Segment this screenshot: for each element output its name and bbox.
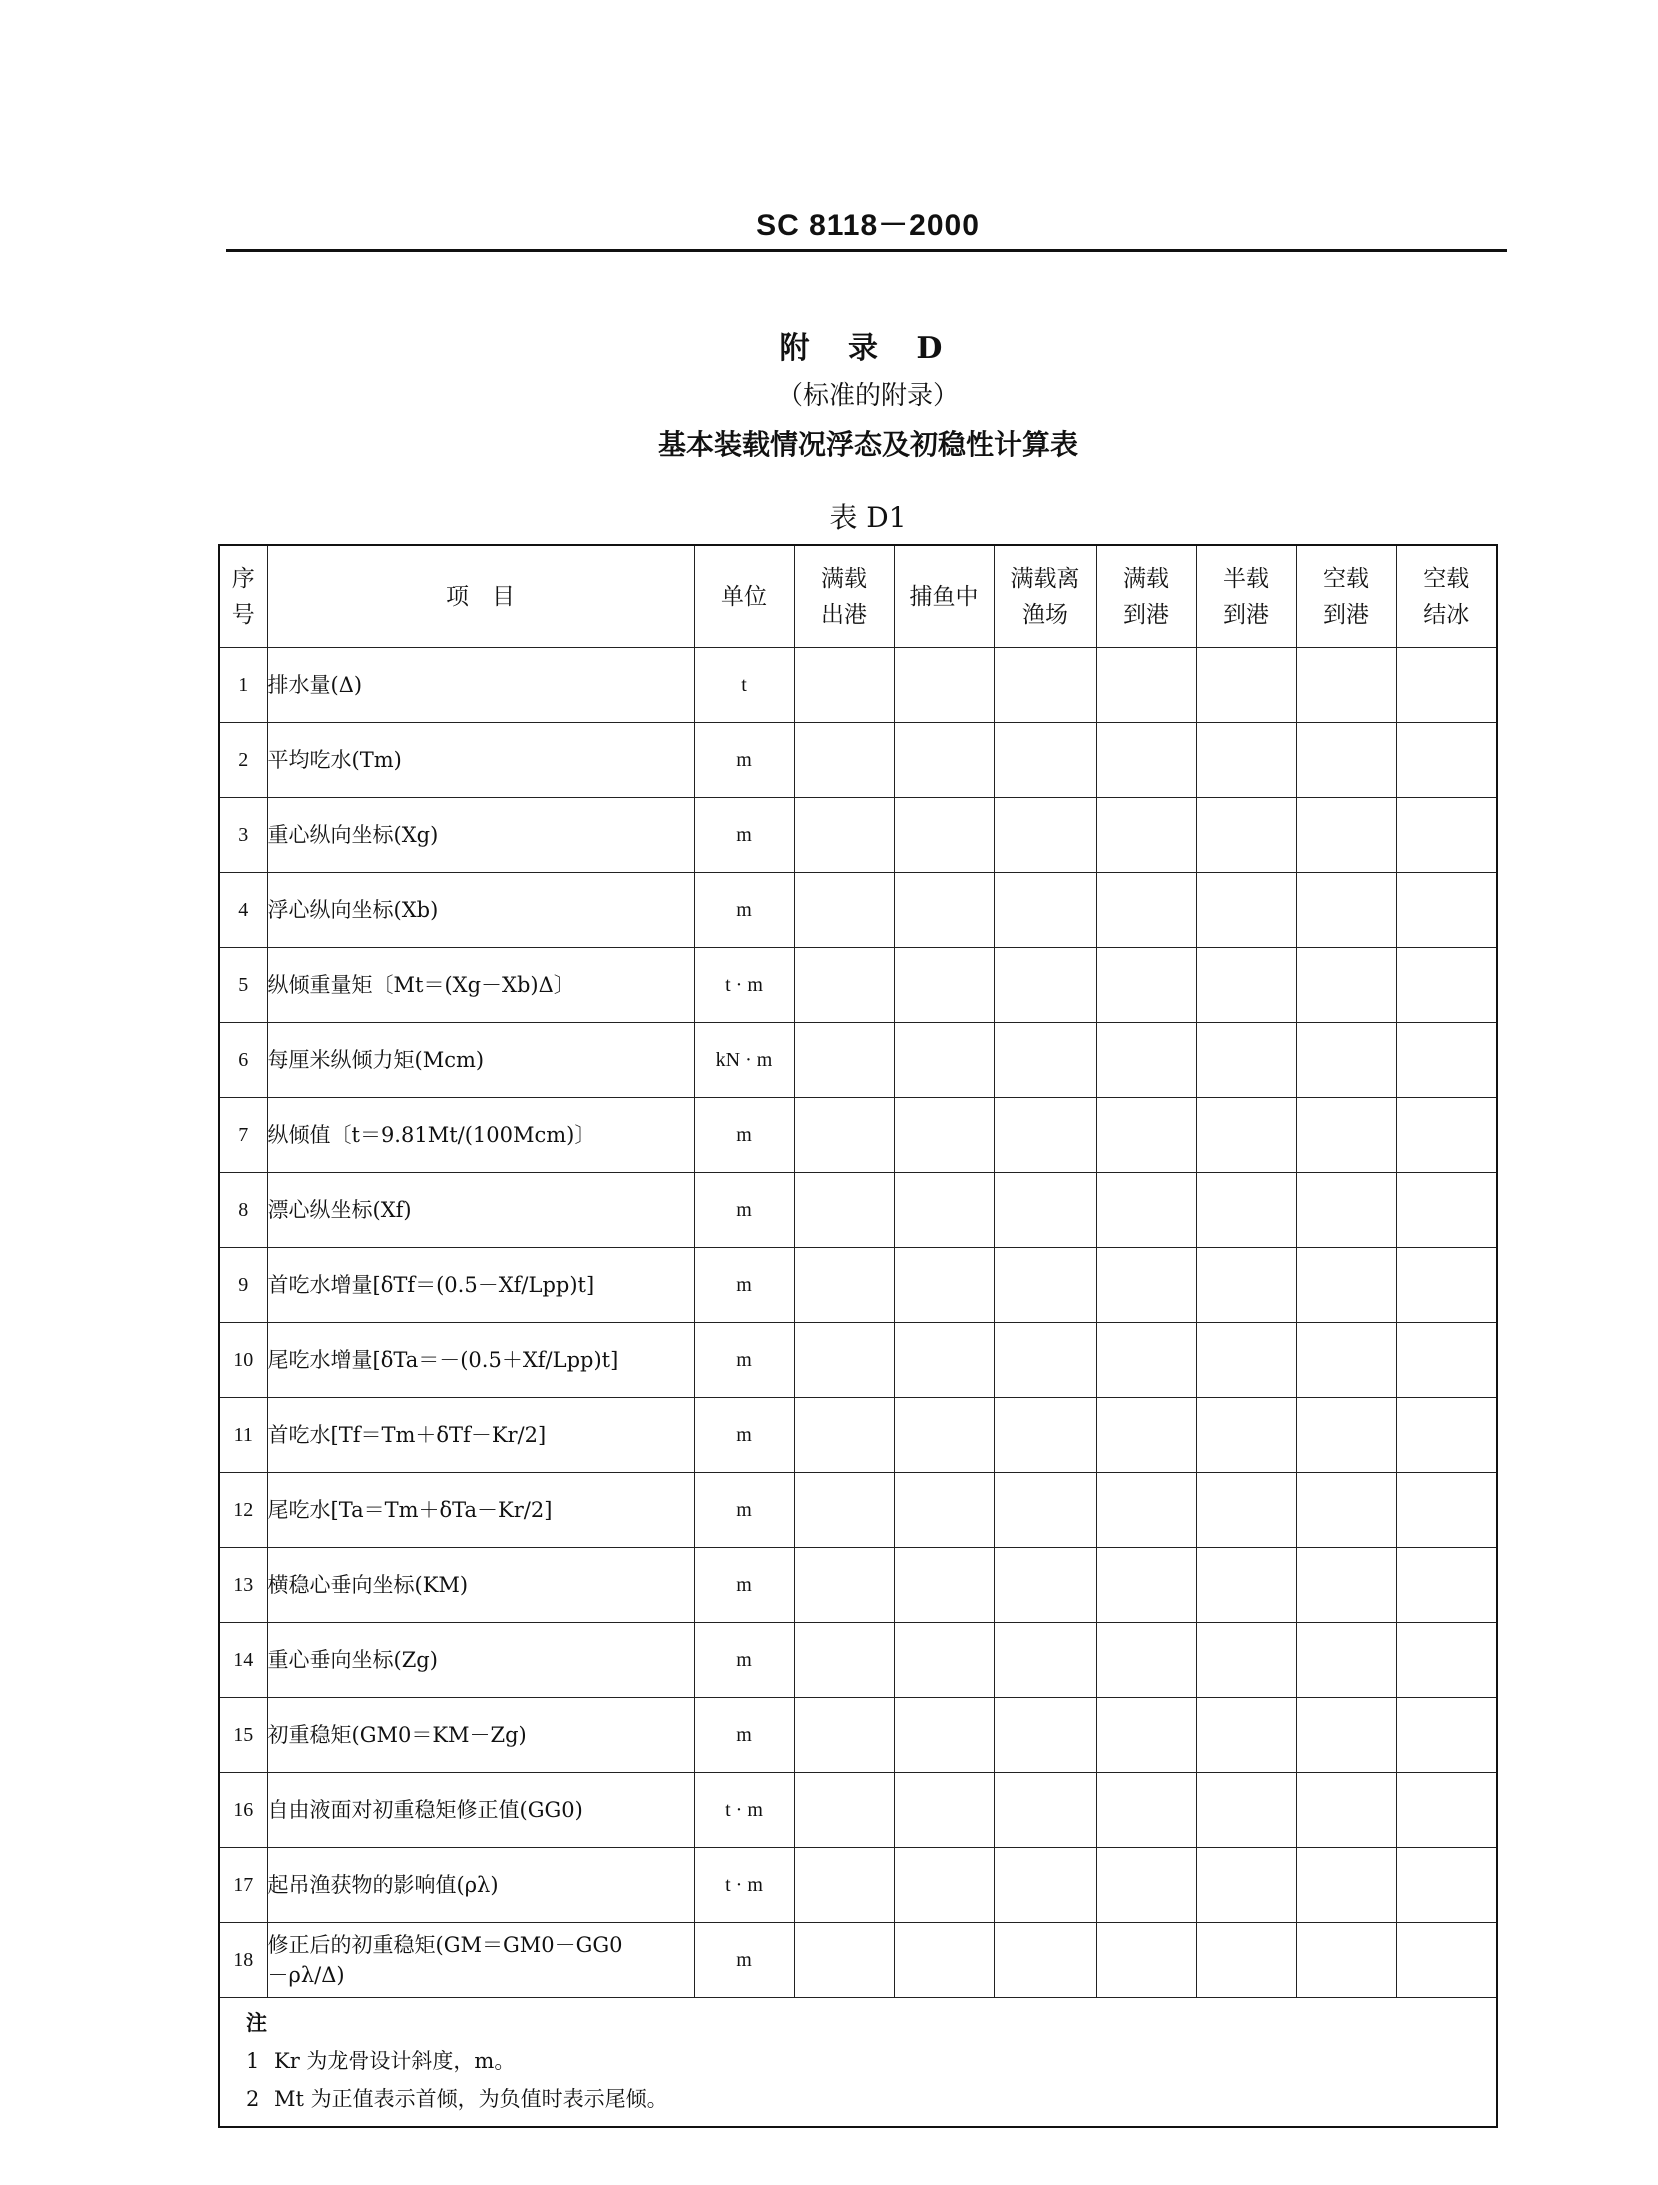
row-number: 16 [220, 1773, 267, 1848]
value-cell [794, 1248, 894, 1323]
value-cell [894, 1323, 994, 1398]
value-cell [894, 798, 994, 873]
calculation-table [220, 546, 1496, 1998]
value-cell [1396, 1023, 1496, 1098]
value-cell [994, 723, 1096, 798]
row-unit: t · m [694, 948, 794, 1023]
value-cell [794, 948, 894, 1023]
table-row [220, 648, 1496, 723]
row-unit: m [694, 1623, 794, 1698]
value-cell [894, 1023, 994, 1098]
value-cell [1196, 1473, 1296, 1548]
value-cell [994, 1923, 1096, 1998]
row-unit: m [694, 1173, 794, 1248]
value-cell [794, 1173, 894, 1248]
row-number: 8 [220, 1173, 267, 1248]
value-cell [794, 1398, 894, 1473]
value-cell [1196, 1923, 1296, 1998]
table-row [220, 723, 1496, 798]
value-cell [1196, 723, 1296, 798]
value-cell [894, 1398, 994, 1473]
table-row [220, 1173, 1496, 1248]
value-cell [1196, 1773, 1296, 1848]
value-cell [1196, 873, 1296, 948]
value-cell [1296, 1923, 1396, 1998]
row-number: 7 [220, 1098, 267, 1173]
value-cell [794, 1698, 894, 1773]
value-cell [794, 723, 894, 798]
value-cell [894, 1098, 994, 1173]
value-cell [994, 1023, 1096, 1098]
row-item: 漂心纵坐标(Xf) [267, 1173, 694, 1248]
condition-header [1196, 546, 1296, 648]
row-item: 平均吃水(Tm) [267, 723, 694, 798]
table-row [220, 1473, 1496, 1548]
row-item: 纵倾值〔t＝9.81Mt/(100Mcm)〕 [267, 1098, 694, 1173]
value-cell [994, 1548, 1096, 1623]
condition-label: 捕鱼中 [909, 583, 979, 610]
value-cell [1296, 1548, 1396, 1623]
row-number: 6 [220, 1023, 267, 1098]
value-cell [1096, 1023, 1196, 1098]
value-cell [1096, 1473, 1196, 1548]
value-cell [1396, 948, 1496, 1023]
row-unit: t · m [694, 1773, 794, 1848]
value-cell [1096, 648, 1196, 723]
row-item: 纵倾重量矩〔Mt＝(Xg－Xb)Δ〕 [267, 948, 694, 1023]
value-cell [1396, 1098, 1496, 1173]
value-cell [794, 1473, 894, 1548]
table-row [220, 1398, 1496, 1473]
table-row [220, 1848, 1496, 1923]
value-cell [894, 1173, 994, 1248]
value-cell [794, 1548, 894, 1623]
row-item: 起吊渔获物的影响值(ρλ) [267, 1848, 694, 1923]
value-cell [894, 1923, 994, 1998]
row-item: 每厘米纵倾力矩(Mcm) [267, 1023, 694, 1098]
note-line [246, 2080, 1496, 2118]
value-cell [894, 1698, 994, 1773]
row-unit: kN · m [694, 1023, 794, 1098]
value-cell [994, 948, 1096, 1023]
row-unit: m [694, 873, 794, 948]
condition-header [794, 546, 894, 648]
table-row [220, 873, 1496, 948]
value-cell [1396, 1173, 1496, 1248]
value-cell [994, 648, 1096, 723]
value-cell [1396, 1848, 1496, 1923]
value-cell [1396, 798, 1496, 873]
value-cell [1096, 1848, 1196, 1923]
value-cell [1296, 1173, 1396, 1248]
value-cell [794, 1773, 894, 1848]
value-cell [994, 1473, 1096, 1548]
table-row [220, 1773, 1496, 1848]
value-cell [1296, 798, 1396, 873]
value-cell [994, 1098, 1096, 1173]
notes-section [220, 1998, 1496, 2118]
seq-header [220, 546, 267, 648]
value-cell [1296, 1623, 1396, 1698]
table-row [220, 1248, 1496, 1323]
value-cell [1296, 948, 1396, 1023]
table-row [220, 1023, 1496, 1098]
condition-label: 满载 出港 [821, 565, 867, 628]
row-item: 排水量(Δ) [267, 648, 694, 723]
table-frame [218, 544, 1498, 2128]
value-cell [1096, 1698, 1196, 1773]
value-cell [1396, 1398, 1496, 1473]
value-cell [994, 873, 1096, 948]
row-item: 初重稳矩(GM0＝KM－Zg) [267, 1698, 694, 1773]
appendix-name: 基本装载情况浮态及初稳性计算表 [657, 428, 1078, 461]
value-cell [994, 1623, 1096, 1698]
value-cell [894, 648, 994, 723]
condition-label: 空载 到港 [1323, 565, 1369, 628]
row-number: 18 [220, 1923, 267, 1998]
value-cell [994, 1848, 1096, 1923]
value-cell [1396, 1698, 1496, 1773]
table-body [220, 648, 1496, 1998]
row-number: 3 [220, 798, 267, 873]
value-cell [794, 873, 894, 948]
value-cell [794, 1023, 894, 1098]
value-cell [894, 1548, 994, 1623]
value-cell [1296, 1398, 1396, 1473]
value-cell [1196, 1023, 1296, 1098]
value-cell [1396, 723, 1496, 798]
value-cell [1196, 1248, 1296, 1323]
value-cell [1096, 1623, 1196, 1698]
value-cell [1196, 1548, 1296, 1623]
row-item: 首吃水[Tf＝Tm＋δTf－Kr/2] [267, 1398, 694, 1473]
value-cell [1396, 1473, 1496, 1548]
value-cell [1096, 1773, 1196, 1848]
value-cell [794, 798, 894, 873]
value-cell [1196, 798, 1296, 873]
row-unit: m [694, 723, 794, 798]
row-unit: m [694, 1098, 794, 1173]
row-number: 4 [220, 873, 267, 948]
table-row [220, 1098, 1496, 1173]
value-cell [1096, 873, 1196, 948]
table-row [220, 1698, 1496, 1773]
value-cell [994, 1173, 1096, 1248]
value-cell [1096, 1173, 1196, 1248]
row-unit: m [694, 1248, 794, 1323]
value-cell [1096, 1248, 1196, 1323]
value-cell [794, 1923, 894, 1998]
value-cell [1096, 948, 1196, 1023]
appendix-title: 附 录 D [779, 331, 957, 366]
value-cell [1196, 648, 1296, 723]
row-unit: m [694, 1323, 794, 1398]
row-unit: m [694, 798, 794, 873]
condition-header [1396, 546, 1496, 648]
value-cell [1296, 1248, 1396, 1323]
value-cell [894, 1473, 994, 1548]
row-unit: m [694, 1398, 794, 1473]
note-text: Kr 为龙骨设计斜度，m。 [274, 2049, 516, 2073]
value-cell [794, 1848, 894, 1923]
appendix-subtitle: （标准的附录） [776, 381, 959, 411]
table-row [220, 798, 1496, 873]
value-cell [1296, 1848, 1396, 1923]
value-cell [1096, 1548, 1196, 1623]
value-cell [894, 1248, 994, 1323]
value-cell [1296, 723, 1396, 798]
value-cell [1396, 1323, 1496, 1398]
row-number: 9 [220, 1248, 267, 1323]
row-number: 2 [220, 723, 267, 798]
row-number: 1 [220, 648, 267, 723]
row-item: 重心纵向坐标(Xg) [267, 798, 694, 873]
row-number: 15 [220, 1698, 267, 1773]
value-cell [1296, 1698, 1396, 1773]
value-cell [1196, 948, 1296, 1023]
value-cell [1296, 1098, 1396, 1173]
item-header-label: 项 目 [446, 583, 515, 610]
value-cell [1396, 1248, 1496, 1323]
condition-label: 满载离 渔场 [1010, 565, 1080, 628]
value-cell [794, 1623, 894, 1698]
value-cell [894, 1848, 994, 1923]
value-cell [994, 1698, 1096, 1773]
appendix-heading [0, 323, 1658, 463]
row-number: 17 [220, 1848, 267, 1923]
value-cell [1296, 1473, 1396, 1548]
standard-code: SC 8118－2000 [756, 209, 980, 242]
row-number: 14 [220, 1623, 267, 1698]
value-cell [1096, 1923, 1196, 1998]
row-item: 横稳心垂向坐标(KM) [267, 1548, 694, 1623]
row-number: 10 [220, 1323, 267, 1398]
row-unit: t [694, 648, 794, 723]
note-text: Mt 为正值表示首倾，为负值时表示尾倾。 [274, 2087, 668, 2111]
row-item: 首吃水增量[δTf＝(0.5－Xf/Lpp)t] [267, 1248, 694, 1323]
row-unit: m [694, 1923, 794, 1998]
row-number: 13 [220, 1548, 267, 1623]
value-cell [794, 1323, 894, 1398]
table-row [220, 1323, 1496, 1398]
condition-header [1096, 546, 1196, 648]
value-cell [1196, 1698, 1296, 1773]
note-number: 1 [246, 2049, 260, 2073]
row-number: 5 [220, 948, 267, 1023]
value-cell [1096, 1398, 1196, 1473]
seq-header-label: 序 号 [231, 565, 255, 628]
value-cell [1296, 1323, 1396, 1398]
value-cell [794, 1098, 894, 1173]
value-cell [1296, 873, 1396, 948]
value-cell [1396, 1548, 1496, 1623]
value-cell [1196, 1323, 1296, 1398]
value-cell [894, 873, 994, 948]
row-unit: m [694, 1548, 794, 1623]
table-header-row [220, 546, 1496, 648]
row-unit: m [694, 1698, 794, 1773]
value-cell [894, 723, 994, 798]
value-cell [794, 648, 894, 723]
value-cell [1096, 1323, 1196, 1398]
value-cell [1196, 1173, 1296, 1248]
value-cell [994, 1248, 1096, 1323]
value-cell [1196, 1848, 1296, 1923]
value-cell [1396, 1923, 1496, 1998]
condition-label: 半载 到港 [1223, 565, 1269, 628]
unit-header [694, 546, 794, 648]
value-cell [1096, 723, 1196, 798]
value-cell [1096, 798, 1196, 873]
value-cell [894, 1623, 994, 1698]
condition-label: 空载 结冰 [1423, 565, 1470, 628]
condition-header [894, 546, 994, 648]
condition-header [1296, 546, 1396, 648]
value-cell [1196, 1098, 1296, 1173]
value-cell [1396, 873, 1496, 948]
value-cell [1396, 1623, 1496, 1698]
value-cell [994, 1398, 1096, 1473]
value-cell [894, 948, 994, 1023]
condition-header [994, 546, 1096, 648]
value-cell [1396, 648, 1496, 723]
value-cell [894, 1773, 994, 1848]
item-header [267, 546, 694, 648]
notes-title: 注 [246, 2010, 267, 2035]
note-number: 2 [246, 2087, 260, 2111]
condition-label: 满载 到港 [1123, 565, 1169, 628]
value-cell [1396, 1773, 1496, 1848]
row-item: 修正后的初重稳矩(GM＝GM0－GG0 －ρλ/Δ) [267, 1923, 694, 1998]
value-cell [1196, 1398, 1296, 1473]
table-caption: 表 D1 [829, 501, 907, 534]
row-unit: t · m [694, 1848, 794, 1923]
value-cell [1296, 648, 1396, 723]
row-item: 尾吃水[Ta＝Tm＋δTa－Kr/2] [267, 1473, 694, 1548]
value-cell [994, 1323, 1096, 1398]
unit-header-label: 单位 [721, 583, 767, 610]
table-row [220, 1923, 1496, 1998]
header-rule [226, 249, 1507, 252]
table-row [220, 1623, 1496, 1698]
row-number: 12 [220, 1473, 267, 1548]
row-item: 自由液面对初重稳矩修正值(GG0) [267, 1773, 694, 1848]
value-cell [1296, 1023, 1396, 1098]
value-cell [994, 798, 1096, 873]
value-cell [1196, 1623, 1296, 1698]
table-row [220, 948, 1496, 1023]
row-item: 重心垂向坐标(Zg) [267, 1623, 694, 1698]
table-row [220, 1548, 1496, 1623]
value-cell [994, 1773, 1096, 1848]
row-unit: m [694, 1473, 794, 1548]
row-item: 尾吃水增量[δTa＝－(0.5＋Xf/Lpp)t] [267, 1323, 694, 1398]
value-cell [1296, 1773, 1396, 1848]
value-cell [1096, 1098, 1196, 1173]
note-line [246, 2042, 1496, 2080]
row-item: 浮心纵向坐标(Xb) [267, 873, 694, 948]
row-number: 11 [220, 1398, 267, 1473]
